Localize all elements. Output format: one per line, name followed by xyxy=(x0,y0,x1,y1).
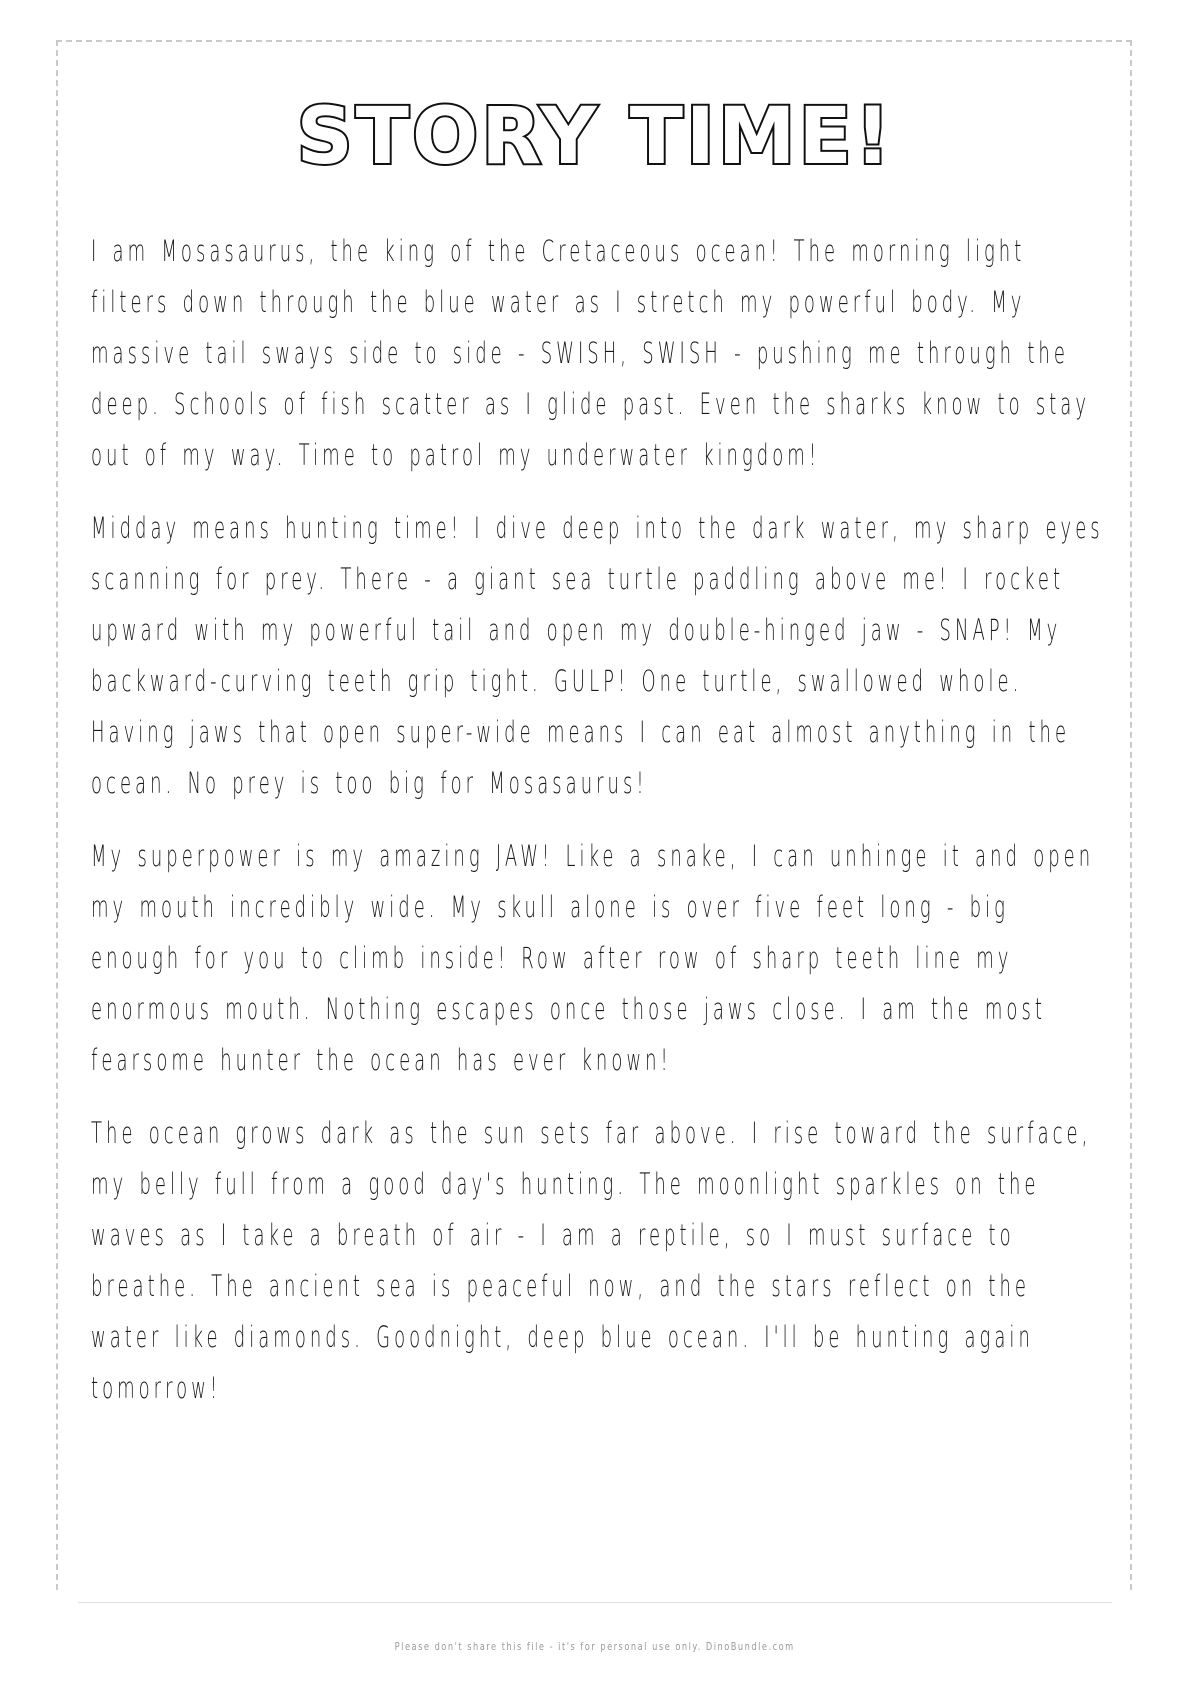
footer-notice xyxy=(0,1640,1190,1653)
footer-divider xyxy=(78,1602,1112,1603)
story-paragraph-morning: I am Mosasaurus, the king of the Cretaceous ocean! The morning light filters down through the blue water as I stretch my powerful body. My massive tail sways side to side - SWISH, SWISH - pushing me through the deep. Schools of fish scatter as I glide past. Even the sharks know to stay out of my way. Time to patrol my underwater kingdom! xyxy=(91,234,1091,472)
story-paragraph-superpower: My superpower is my amazing JAW! Like a snake, I can unhinge it and open my mouth incredibly wide. My skull alone is over five feet long - big enough for you to climb inside! Row after row of sharp teeth line my enormous mouth. Nothing escapes once those jaws close. I am the most fearsome hunter the ocean has ever known! xyxy=(91,839,1095,1077)
story-body xyxy=(91,226,1109,1436)
story-paragraph-midday: Midday means hunting time! I dive deep into the dark water, my sharp eyes scanning for prey. There - a giant sea turtle paddling above me! I rocket upward with my powerful tail and open my double-hinged jaw - SNAP! My backward-curving teeth grip tight. GULP! One turtle, swallowed whole. Having jaws that open super-wide means I can eat almost anything in the ocean. No prey is too big for Mosasaurus! xyxy=(91,511,1104,800)
page-title: STORY TIME! xyxy=(296,92,894,182)
footer-text: Please don't share this file - it's for personal use only. DinoBundle.com xyxy=(394,1640,796,1653)
story-paragraph-night: The ocean grows dark as the sun sets far above. I rise toward the surface, my belly full from a good day's hunting. The moonlight sparkles on the waves as I take a breath of air - I am a reptile, so I must surface to breathe. The ancient sea is peaceful now, and the stars reflect on the water like diamonds. Goodnight, deep blue ocean. I'll be hunting again tomorrow! xyxy=(91,1116,1092,1405)
